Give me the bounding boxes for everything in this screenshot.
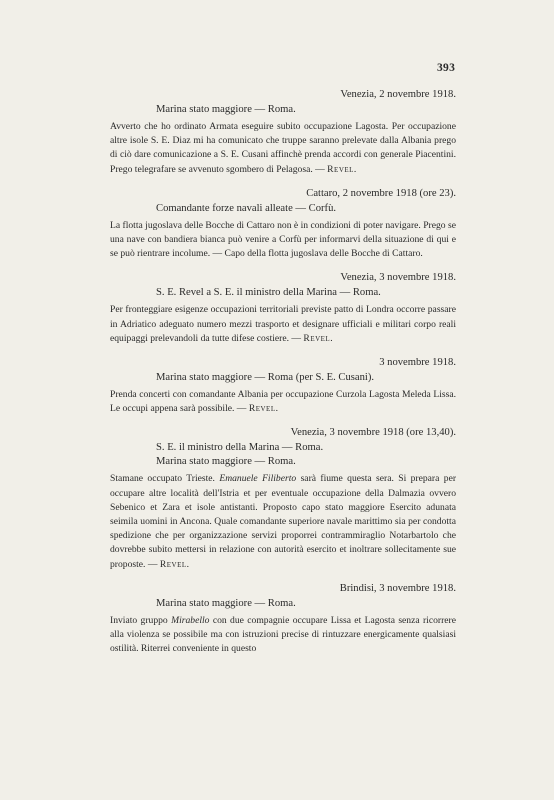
dispatch-text: Per fronteggiare esigenze occupazioni territoriali previste patto di Londra occorre passare in Adriatico adeguato numero mezzi trasporto et designare ufficiali e militari corpo reali equipaggi prelevandoli da tutte difese costiere. — bbox=[110, 304, 456, 344]
dispatch-body bbox=[110, 120, 456, 177]
page-number: 393 bbox=[437, 62, 456, 74]
dispatch-body bbox=[110, 472, 456, 571]
dispatch-signature: Revel. bbox=[303, 332, 334, 344]
dispatch-text: Avverto che ho ordinato Armata eseguire subito occupazione Lagosta. Per occupazione altre isole S. E. Diaz mi ha comunicato che truppe saranno prelevate dalla Albania prego di ciò dare comunicazione a S. E. Cusani affinchè prenda accordi con generale Piacentini. Prego telegrafare se avvenuto sgombero di Pelagosa. — bbox=[110, 121, 456, 175]
dispatch-dateline: 3 novembre 1918. bbox=[379, 357, 456, 369]
dispatch-dateline: Cattaro, 2 novembre 1918 (ore 23). bbox=[306, 187, 456, 199]
dispatch-text-lead: Inviato gruppo bbox=[110, 614, 168, 626]
dispatch-recipient: S. E. il ministro della Marina — Roma. bbox=[156, 442, 324, 454]
dispatch-recipient: S. E. Revel a S. E. il ministro della Marina — Roma. bbox=[156, 287, 381, 299]
dispatch-text: La flotta jugoslava delle Bocche di Cattaro non è in condizioni di poter navigare. Prego se una nave con bandiera bianca può venire a Corfù per informarvi della situazione di qui e se può rientrare incolume. — Capo della flotta jugoslava delle Bocche di Cattaro. bbox=[110, 219, 456, 260]
dispatch bbox=[110, 356, 456, 416]
dispatch bbox=[110, 271, 456, 346]
dispatch-body bbox=[110, 219, 456, 262]
dispatch-body bbox=[110, 614, 456, 657]
dispatch bbox=[110, 426, 456, 571]
dispatch-recipient: Marina stato maggiore — Roma. bbox=[156, 456, 296, 468]
dispatch-recipient: Marina stato maggiore — Roma (per S. E. Cusani). bbox=[156, 372, 375, 384]
dispatch-recipient: Marina stato maggiore — Roma. bbox=[156, 597, 296, 609]
dispatch-dateline: Venezia, 2 novembre 1918. bbox=[340, 89, 456, 100]
dispatch-recipient: Comandante forze navali alleate — Corfù. bbox=[156, 202, 337, 214]
document-body bbox=[110, 88, 456, 666]
dispatch-text: con due compagnie occupare Lissa et Lagosta senza ricorrere alla violenza se possibile ma con istruzioni precise di rintuzzare energicamente qualsiasi ostilità. Riterrei conveniente in questo bbox=[110, 614, 457, 655]
ship-name: Mirabello bbox=[171, 614, 210, 626]
dispatch-dateline: Brindisi, 3 novembre 1918. bbox=[339, 582, 456, 594]
ship-name: Emanuele Filiberto bbox=[219, 473, 297, 485]
dispatch bbox=[110, 88, 456, 177]
dispatch-dateline: Venezia, 3 novembre 1918. bbox=[340, 272, 456, 284]
dispatch-body bbox=[110, 303, 456, 346]
dispatch-text: Prenda concerti con comandante Albania per occupazione Curzola Lagosta Meleda Lissa. Le occupi appena sarà possibile. — bbox=[110, 389, 456, 415]
dispatch-text: sarà fiume questa sera. Si prepara per occupare altre località dell'Istria et per eventuale occupazione della Dalmazia ovvero Sebenico et Zara et isole antistanti. Proposto capo stato maggiore Esercito adunata seimila uomini in Ancona. Quale comandante superiore navale marittimo sia per condotta spedizione che per organizzazione servizi proporrei contrammiraglio Notarbartolo che dovrebbe subito mettersi in relazione con autorità esercito et inoltrare sollecitamente sue proposte. — bbox=[110, 473, 457, 570]
dispatch-signature: Revel. bbox=[159, 558, 190, 570]
dispatch-body bbox=[110, 388, 456, 416]
dispatch-dateline: Venezia, 3 novembre 1918 (ore 13,40). bbox=[290, 427, 456, 439]
dispatch-signature: Revel. bbox=[248, 403, 279, 415]
dispatch bbox=[110, 582, 456, 657]
dispatch-recipient: Marina stato maggiore — Roma. bbox=[156, 104, 296, 115]
dispatch bbox=[110, 187, 456, 262]
dispatch-text-lead: Stamane occupato Trieste. bbox=[110, 473, 215, 485]
dispatch-signature: Revel. bbox=[327, 163, 357, 175]
